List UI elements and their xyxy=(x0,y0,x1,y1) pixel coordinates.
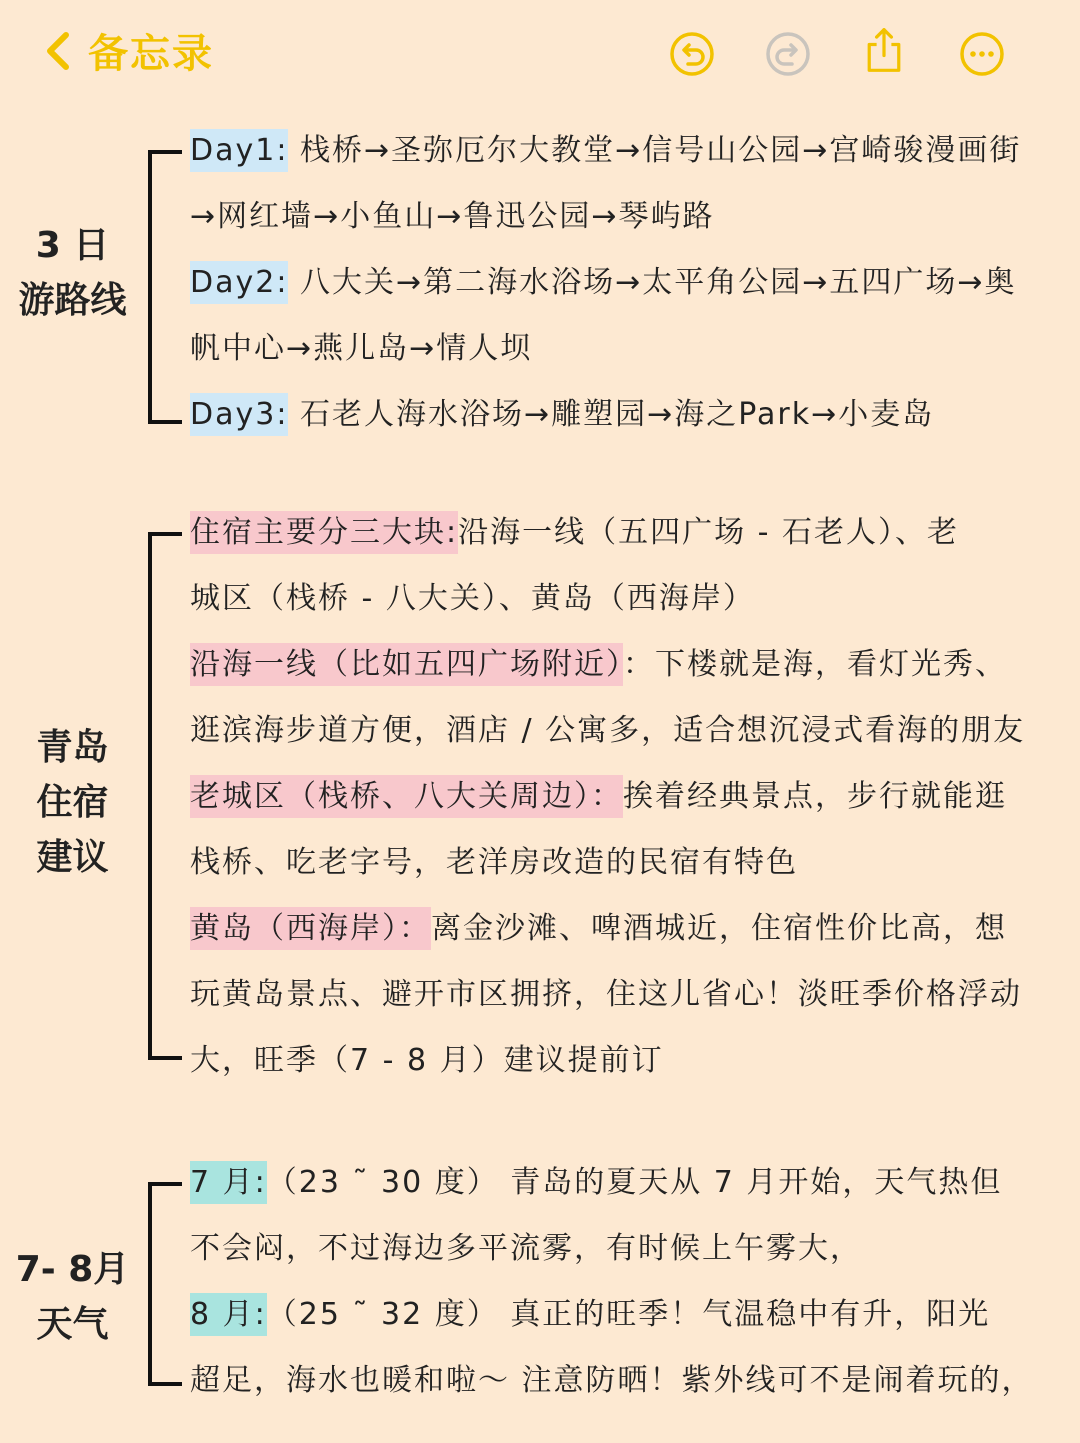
august-label: 8 月: xyxy=(190,1293,267,1336)
weather-title xyxy=(10,1242,135,1352)
weather-lines xyxy=(190,1150,1060,1414)
weather-july xyxy=(190,1150,1060,1216)
weather-title-line1: 7- 8月 xyxy=(15,1249,130,1290)
undo-icon[interactable] xyxy=(668,30,716,78)
oldtown-text: 挨着经典景点，步行就能逛 xyxy=(623,779,1007,814)
coast-label: 沿海一线（比如五四广场附近） xyxy=(190,643,623,686)
huangdao-label: 黄岛（西海岸）： xyxy=(190,907,431,950)
lodging-lines xyxy=(190,500,1060,1094)
day1-label: Day1: xyxy=(190,129,288,172)
day2-label: Day2: xyxy=(190,261,288,304)
day2-text: 八大关→第二海水浴场→太平角公园→五四广场→奥 xyxy=(299,265,1017,300)
lodging-title-line2: 住宿 xyxy=(36,782,109,823)
redo-icon[interactable] xyxy=(764,30,812,78)
route-title xyxy=(10,218,135,328)
share-icon[interactable] xyxy=(860,26,908,74)
route-day1 xyxy=(190,118,1060,184)
intro-continued: 城区（栈桥 - 八大关）、黄岛（西海岸） xyxy=(190,581,755,616)
oldtown-continued: 栈桥、吃老字号，老洋房改造的民宿有特色 xyxy=(190,845,798,880)
route-day2 xyxy=(190,250,1060,316)
day1-continued: →网红墙→小鱼山→鲁迅公园→琴屿路 xyxy=(190,199,715,234)
july-continued: 不会闷，不过海边多平流雾，有时候上午雾大， xyxy=(190,1231,862,1266)
more-icon[interactable] xyxy=(958,30,1006,78)
lodging-coast xyxy=(190,632,1060,698)
huangdao-continued: 玩黄岛景点、避开市区拥挤，住这儿省心！淡旺季价格浮动 xyxy=(190,977,1022,1012)
weather-bracket xyxy=(148,1182,182,1386)
weather-title-line2: 天气 xyxy=(36,1304,109,1345)
july-label: 7 月: xyxy=(190,1161,267,1204)
huangdao-continued-2: 大，旺季（7 - 8 月）建议提前订 xyxy=(190,1043,664,1078)
weather-august xyxy=(190,1282,1060,1348)
lodging-huangdao xyxy=(190,896,1060,962)
intro-text: 沿海一线（五四广场 - 石老人）、老 xyxy=(458,515,960,550)
route-bracket xyxy=(148,150,182,424)
back-label: 备忘录 xyxy=(88,31,214,77)
lodging-bracket xyxy=(148,532,182,1060)
day2-continued: 帆中心→燕儿岛→情人坝 xyxy=(190,331,533,366)
day1-text: 栈桥→圣弥厄尔大教堂→信号山公园→宫崎骏漫画街 xyxy=(299,133,1022,168)
lodging-title-line1: 青岛 xyxy=(36,727,109,768)
coast-continued: 逛滨海步道方便，酒店 / 公寓多，适合想沉浸式看海的朋友 xyxy=(190,713,1026,748)
coast-text: ：下楼就是海，看灯光秀、 xyxy=(623,647,1007,682)
oldtown-label: 老城区（栈桥、八大关周边）： xyxy=(190,775,623,818)
route-lines xyxy=(190,118,1060,448)
huangdao-text: 离金沙滩、啤酒城近，住宿性价比高，想 xyxy=(431,911,1007,946)
july-text: （23 ˜ 30 度） 青岛的夏天从 7 月开始，天气热但 xyxy=(266,1165,1003,1200)
back-button[interactable] xyxy=(36,22,214,79)
lodging-title xyxy=(10,720,135,885)
lodging-oldtown xyxy=(190,764,1060,830)
route-title-line2: 游路线 xyxy=(18,280,127,321)
lodging-intro xyxy=(190,500,1060,566)
top-toolbar xyxy=(0,0,1080,110)
day3-label: Day3: xyxy=(190,393,288,436)
chevron-left-icon xyxy=(36,23,88,79)
august-continued: 超足，海水也暖和啦～ 注意防晒！紫外线可不是闹着玩的， xyxy=(190,1363,1034,1398)
lodging-title-line3: 建议 xyxy=(36,837,109,878)
day3-text: 石老人海水浴场→雕塑园→海之Park→小麦岛 xyxy=(299,397,935,432)
route-title-line1: 3 日 xyxy=(35,225,110,266)
route-day3 xyxy=(190,382,1060,448)
august-text: （25 ˜ 32 度） 真正的旺季！气温稳中有升，阳光 xyxy=(266,1297,991,1332)
intro-label: 住宿主要分三大块: xyxy=(190,511,458,554)
